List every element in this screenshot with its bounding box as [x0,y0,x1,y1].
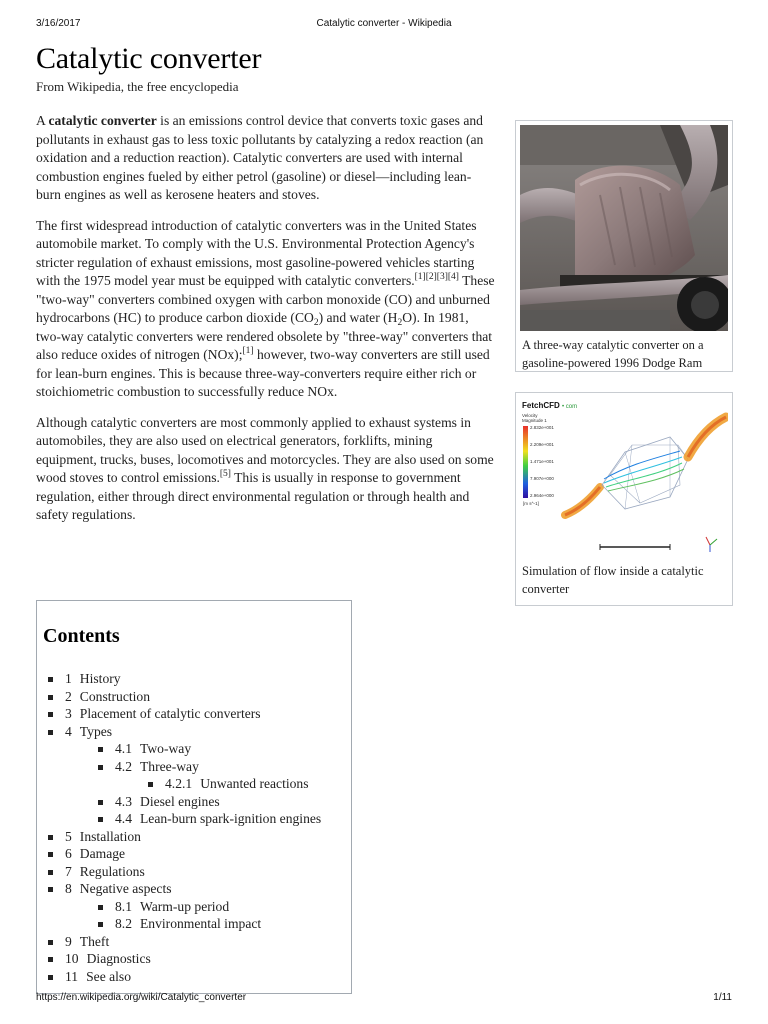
toc-item[interactable] [65,723,321,741]
bullet-icon [48,835,53,840]
legend-value: 2.964e+000 [530,493,554,498]
toc-item[interactable] [65,810,321,828]
applications-paragraph: Although catalytic converters are most commonly applied to exhaust systems in automobiles, they are also used on electrical generators, forklifts, mining equipment, trucks, buses, locomotives and motorcycles. They are also used on some wood stoves to control emissions.[5] This is usually in response to government regulation, either through direct environmental regulation or through health and safety regulations. [36,414,494,522]
toc-number: 4.2 [115,758,132,774]
bullet-icon [48,940,53,945]
bullet-icon [48,730,53,735]
toc-label[interactable]: Three-way [140,758,199,774]
bullet-icon [98,905,103,910]
toc-number: 8 [65,881,72,896]
print-url: https://en.wikipedia.org/wiki/Catalytic_converter [36,992,247,1003]
toc-label[interactable]: Types [79,723,113,739]
legend-unit: [m s^-1] [523,501,539,506]
toc-number: 8.2 [115,916,132,931]
toc-number: 4 [65,723,72,739]
toc-number: 4.1 [115,741,132,756]
page-title: Catalytic converter [36,42,262,75]
legend-value: 1.471e+001 [530,459,554,464]
legend-value: 2.832e+001 [530,425,554,430]
print-page-number: 1/11 [713,992,732,1003]
intro-paragraph: A catalytic converter is an emissions control device that converts toxic gases and pollutants in exhaust gas to less toxic pollutants by catalyzing a redox reaction (an oxidation and a reduction reaction). Catalytic converters are used with internal combustion engines fueled by either petrol (gasoline) or diesel—including lean-burn engines as well as kerosene heaters and stoves. [36,113,484,202]
toc-item[interactable] [65,688,321,706]
print-date: 3/16/2017 [36,18,81,29]
toc-list [65,670,321,985]
bullet-icon [98,922,103,927]
toc-label[interactable]: Two-way [140,741,192,756]
figure-flow-simulation [515,392,733,606]
toc-number: 11 [65,968,79,984]
flow-simulation-image[interactable] [520,397,728,557]
toc-number: 4.4 [115,811,132,826]
legend-value: 2.209e+001 [530,442,554,447]
toc-number: 1 [65,671,72,686]
figure-catalytic-converter-photo [515,120,733,372]
bullet-icon [98,765,103,770]
toc-item[interactable] [65,828,321,846]
legend-title: Velocity [522,413,538,418]
toc-label[interactable]: Diesel engines [140,793,220,809]
toc-item[interactable] [65,968,321,986]
tagline: From Wikipedia, the free encyclopedia [36,79,239,94]
toc-number: 10 [65,951,79,966]
table-of-contents [36,600,352,994]
toc-label[interactable]: Installation [79,828,141,844]
bullet-icon [98,747,103,752]
bold-term: catalytic converter [48,113,157,128]
toc-item[interactable] [65,845,321,863]
toc-item[interactable] [65,740,321,758]
fetchcfd-logo-suffix: • com [562,404,578,410]
toc-label[interactable]: Unwanted reactions [200,776,309,791]
figure-caption: Simulation of flow inside a catalytic converter [522,564,704,596]
toc-item[interactable] [65,880,321,898]
toc-label[interactable]: Warm-up period [140,898,230,914]
toc-item[interactable] [65,933,321,951]
toc-label[interactable]: History [79,671,121,686]
toc-number: 2 [65,688,72,704]
bullet-icon [48,712,53,717]
toc-item[interactable] [65,915,321,933]
toc-label[interactable]: Theft [79,933,110,949]
reference-link[interactable]: [5] [219,469,231,479]
toc-item[interactable] [65,670,321,688]
print-title: Catalytic converter - Wikipedia [316,18,452,29]
article-body [36,112,496,537]
toc-item[interactable] [65,863,321,881]
fetchcfd-logo: FetchCFD [522,401,560,410]
bullet-icon [48,695,53,700]
bullet-icon [48,677,53,682]
toc-item[interactable] [65,793,321,811]
toc-item[interactable] [65,775,321,793]
print-header [36,18,732,32]
toc-item[interactable] [65,758,321,776]
toc-label[interactable]: Regulations [79,863,145,879]
converter-photo[interactable] [520,125,728,331]
history-paragraph: The first widespread introduction of catalytic converters was in the United States automobile market. To comply with the U.S. Environmental Protection Agency's stricter regulation of exhaust emissions, most gasoline-powered vehicles starting with the 1975 model year must be equipped with catalytic converters.[1][2][3][4] These "two-way" converters combined oxygen with carbon monoxide (CO) and unburned hydrocarbons (HC) to produce carbon dioxide $(CO_2)$ and water $(H_2O)$. In 1981, two-way catalytic converters were rendered obsolete by "three-way" converters that also reduce oxides of nitrogen (NOx);[1] however, two-way converters are still used for lean-burn engines. This is because three-way-converters require either rich or stoichiometric combustion to successfully reduce NOx. [36,217,495,399]
bullet-icon [48,975,53,980]
toc-number: 6 [65,846,72,861]
legend-color-bar [523,426,528,498]
toc-label[interactable]: Negative aspects [79,881,172,896]
toc-label[interactable]: Damage [79,846,126,861]
toc-number: 4.3 [115,793,132,809]
bullet-icon [98,817,103,822]
bullet-icon [48,870,53,875]
toc-number: 8.1 [115,898,132,914]
toc-item[interactable] [65,705,321,723]
toc-number: 4.2.1 [165,776,193,791]
toc-item[interactable] [65,950,321,968]
toc-label[interactable]: Diagnostics [86,951,151,966]
toc-number: 5 [65,828,72,844]
bullet-icon [48,957,53,962]
print-footer [36,992,732,1006]
toc-label[interactable]: Construction [79,688,151,704]
toc-number: 3 [65,706,72,721]
legend-value: 7.907e+000 [530,476,554,481]
reference-link[interactable]: [1] [242,346,254,356]
toc-number: 7 [65,863,72,879]
toc-title: Contents [43,625,120,647]
bullet-icon [148,782,153,787]
bullet-icon [98,800,103,805]
toc-item[interactable] [65,898,321,916]
toc-number: 9 [65,933,72,949]
toc-label[interactable]: Lean-burn spark-ignition engines [140,811,322,826]
reference-link[interactable]: [1][2][3][4] [414,272,459,282]
toc-label[interactable]: See also [86,968,132,984]
toc-label[interactable]: Environmental impact [140,916,262,931]
bullet-icon [48,852,53,857]
legend-subtitle: Magnitude 1 [522,418,547,423]
figure-caption: A three-way catalytic converter on a gasoline-powered 1996 Dodge Ram [522,338,704,370]
bullet-icon [48,887,53,892]
toc-label[interactable]: Placement of catalytic converters [79,706,261,721]
